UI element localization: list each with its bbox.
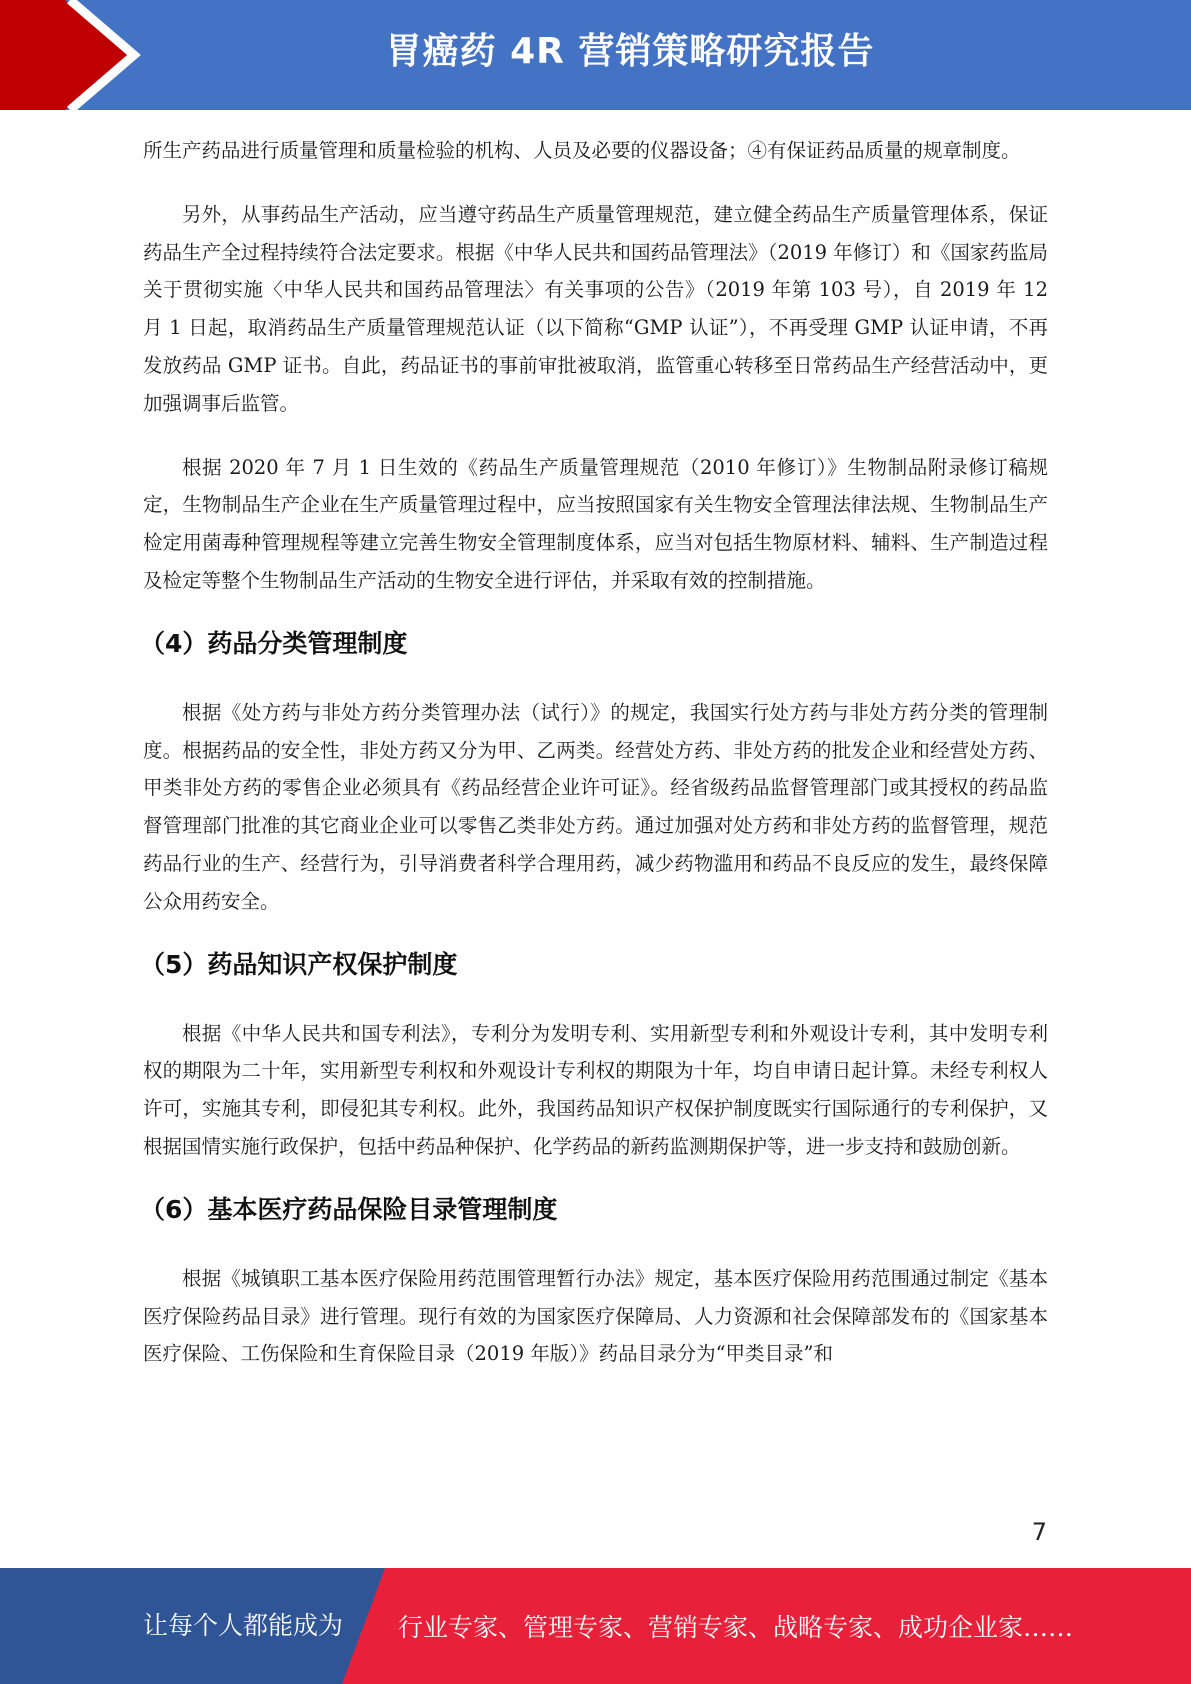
footer-slogan-left: 让每个人都能成为 [143, 1611, 344, 1640]
page-footer [0, 1568, 1191, 1684]
header-red-chevron [0, 0, 128, 110]
page-header [0, 0, 1191, 110]
header-arrow-decoration [0, 0, 160, 110]
footer-slogan-right: 行业专家、管理专家、营销专家、战略专家、成功企业家…… [398, 1613, 1074, 1642]
paragraph-ip-protection: 根据《中华人民共和国专利法》，专利分为发明专利、实用新型专利和外观设计专利，其中发明专利权的期限为二十年，实用新型专利权和外观设计专利权的期限为十年，均自申请日起计算。未经专利权人许可，实施其专利，即侵犯其专利权。此外，我国药品知识产权保护制度既实行国际通行的专利保护，又根据国情实施行政保护，包括中药品种保护、化学药品的新药监测期保护等，进一步支持和鼓励创新。 [143, 1021, 1048, 1158]
section-heading-5: （5）药品知识产权保护制度 [140, 949, 458, 979]
page-number: 7 [1031, 1518, 1047, 1546]
paragraph-gmp: 另外，从事药品生产活动，应当遵守药品生产质量管理规范，建立健全药品生产质量管理体系，保证药品生产全过程持续符合法定要求。根据《中华人民共和国药品管理法》（2019 年修订）和《国家药监局关于贯彻实施〈中华人民共和国药品管理法〉有关事项的公告》（2019 年第 103 号），自 2019 年 12 月 1 日起，取消药品生产质量管理规范认证（以下简称“GMP 认证”），不再受理 GMP 认证申请，不再发放药品 GMP 证书。自此，药品证书的事前审批被取消，监管重心转移至日常药品生产经营活动中，更加强调事后监管。 [143, 202, 1048, 415]
section-heading-4: （4）药品分类管理制度 [140, 628, 408, 658]
report-title: 胃癌药 4R 营销策略研究报告 [385, 31, 875, 72]
paragraph-continuation: 所生产药品进行质量管理和质量检验的机构、人员及必要的仪器设备；④有保证药品质量的规章制度。 [143, 139, 1021, 162]
section-heading-6: （6）基本医疗药品保险目录管理制度 [140, 1194, 558, 1224]
paragraph-biological-products: 根据 2020 年 7 月 1 日生效的《药品生产质量管理规范（2010 年修订）》生物制品附录修订稿规定，生物制品生产企业在生产质量管理过程中，应当按照国家有关生物安全管理法律法规、生物制品生产检定用菌毒种管理规程等建立完善生物安全管理制度体系，应当对包括生物原材料、辅料、生产制造过程及检定等整个生物制品生产活动的生物安全进行评估，并采取有效的控制措施。 [143, 455, 1048, 592]
document-body [140, 132, 1048, 1373]
paragraph-insurance-catalog: 根据《城镇职工基本医疗保险用药范围管理暂行办法》规定，基本医疗保险用药范围通过制定《基本医疗保险药品目录》进行管理。现行有效的为国家医疗保障局、人力资源和社会保障部发布的《国家基本医疗保险、工伤保险和生育保险目录（2019 年版）》药品目录分为“甲类目录”和 [143, 1266, 1048, 1366]
paragraph-classification: 根据《处方药与非处方药分类管理办法（试行）》的规定，我国实行处方药与非处方药分类的管理制度。根据药品的安全性，非处方药又分为甲、乙两类。经营处方药、非处方药的批发企业和经营处方药、甲类非处方药的零售企业必须具有《药品经营企业许可证》。经省级药品监督管理部门或其授权的药品监督管理部门批准的其它商业企业可以零售乙类非处方药。通过加强对处方药和非处方药的监督管理，规范药品行业的生产、经营行为，引导消费者科学合理用药，减少药物滥用和药品不良反应的发生，最终保障公众用药安全。 [143, 700, 1048, 913]
